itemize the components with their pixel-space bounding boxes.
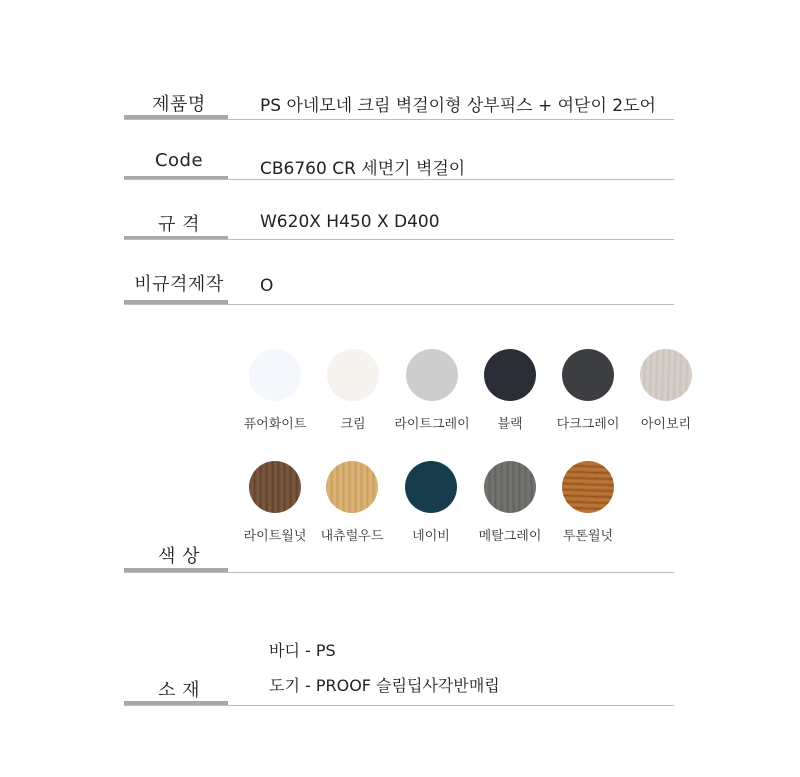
swatch-name: 크림	[340, 417, 366, 432]
swatch-circle	[327, 349, 379, 401]
color-swatch[interactable]	[308, 349, 398, 432]
color-swatch[interactable]	[230, 349, 320, 432]
color-swatch[interactable]	[621, 349, 711, 432]
color-swatch[interactable]	[465, 461, 555, 544]
size-label: 규 격	[158, 214, 200, 235]
swatch-name: 내츄럴우드	[320, 529, 384, 544]
code-label: Code	[154, 150, 204, 171]
row-divider	[124, 705, 674, 706]
color-swatch[interactable]	[543, 461, 633, 544]
size-row	[124, 208, 674, 240]
swatch-name: 아이보리	[640, 417, 692, 432]
row-divider	[124, 119, 674, 120]
swatch-name: 퓨어화이트	[243, 417, 307, 432]
custom-label: 비규격제작	[134, 274, 224, 295]
swatch-circle	[562, 349, 614, 401]
color-label: 색 상	[158, 546, 200, 567]
color-swatch[interactable]	[543, 349, 633, 432]
swatch-circle	[249, 461, 301, 513]
row-divider	[124, 239, 674, 240]
row-divider	[124, 304, 674, 305]
swatch-name: 네이비	[412, 529, 450, 544]
code-row	[124, 148, 674, 180]
swatch-circle	[484, 461, 536, 513]
swatch-name: 라이트그레이	[394, 417, 470, 432]
product-name-value: PS 아네모네 크림 벽걸이형 상부픽스 + 여닫이 2도어	[260, 96, 656, 116]
swatch-circle	[249, 349, 301, 401]
material-line-body: 바디 - PS	[269, 641, 336, 660]
swatch-circle	[640, 349, 692, 401]
swatch-circle	[406, 349, 458, 401]
swatch-name: 블랙	[497, 417, 523, 432]
swatch-circle	[326, 461, 378, 513]
color-swatch[interactable]	[307, 461, 397, 544]
size-value: W620X H450 X D400	[260, 212, 440, 232]
material-line-basin: 도기 - PROOF 슬림딥사각반매립	[269, 676, 500, 695]
custom-value: O	[260, 276, 274, 296]
product-name-label: 제품명	[152, 94, 206, 115]
color-row	[124, 540, 674, 573]
row-divider	[124, 179, 674, 180]
row-divider	[124, 572, 674, 573]
swatch-circle	[405, 461, 457, 513]
swatch-name: 다크그레이	[556, 417, 620, 432]
material-row	[124, 674, 674, 707]
swatch-circle	[562, 461, 614, 513]
product-name-row	[124, 88, 674, 120]
color-swatch[interactable]	[387, 349, 477, 432]
color-swatch[interactable]	[465, 349, 555, 432]
swatch-circle	[484, 349, 536, 401]
custom-row	[124, 268, 674, 305]
swatch-name: 메탈그레이	[478, 529, 542, 544]
material-label: 소 재	[158, 680, 200, 701]
color-swatch[interactable]	[386, 461, 476, 544]
code-value: CB6760 CR 세면기 벽걸이	[260, 159, 466, 179]
swatch-name: 투톤월넛	[562, 529, 614, 544]
swatch-name: 라이트월넛	[243, 529, 307, 544]
